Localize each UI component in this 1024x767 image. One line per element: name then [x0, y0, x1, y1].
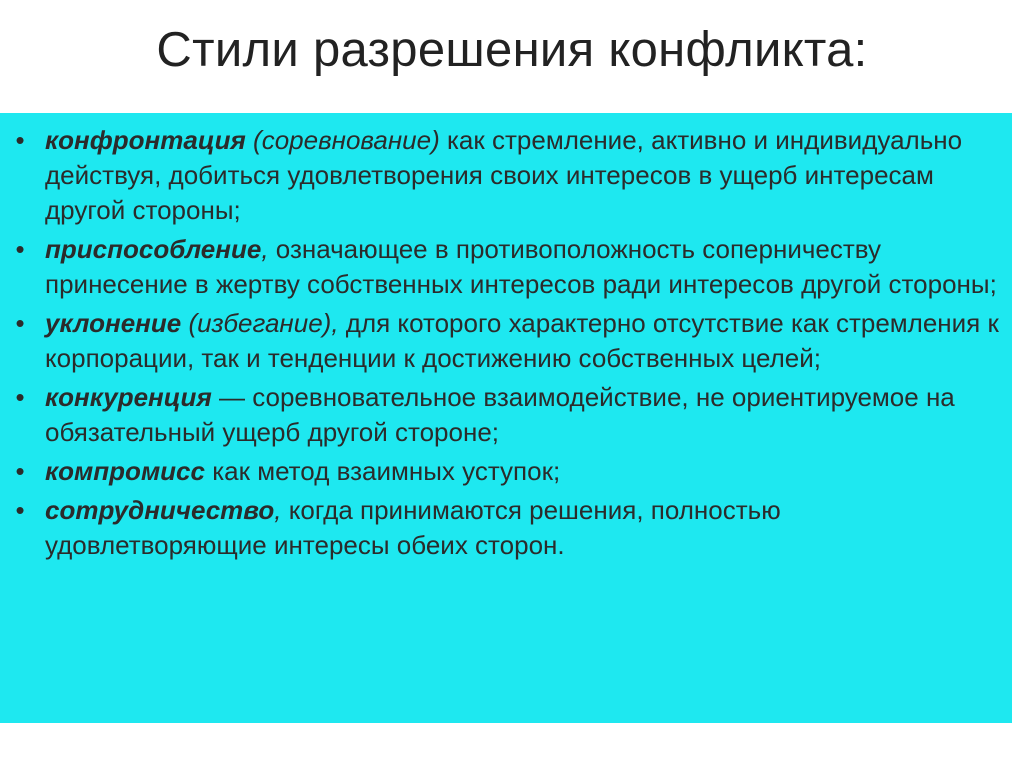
bullet-icon: •	[15, 234, 25, 264]
list-item	[0, 454, 1000, 489]
item-text: как метод взаимных уступок;	[204, 456, 561, 486]
slide-title: Стили разрешения конфликта:	[156, 23, 868, 77]
item-term: сотрудничество	[45, 495, 275, 525]
item-alt: ,	[261, 234, 269, 264]
list-item	[0, 306, 1000, 376]
bullet-icon: •	[15, 382, 25, 412]
list-item	[0, 123, 1000, 228]
item-term: конфронтация	[45, 125, 246, 155]
item-text: когда принимаются решения, полностью удовлетворяющие интересы обеих сторон.	[45, 495, 781, 560]
list-item	[0, 493, 1000, 563]
bullet-icon: •	[15, 125, 25, 155]
bullet-icon: •	[15, 456, 25, 486]
item-term: приспособление	[45, 234, 262, 264]
list-item	[0, 380, 1000, 450]
item-term: компромисс	[45, 456, 205, 486]
bullet-icon: •	[15, 495, 25, 525]
item-term: конкуренция	[45, 382, 212, 412]
styles-list	[0, 123, 1000, 567]
list-item	[0, 232, 1000, 302]
item-text: для которого характерно отсутствие как стремления к корпорации, так и тенденции к достижению собственных целей;	[45, 308, 999, 373]
item-term: уклонение	[45, 308, 182, 338]
content-panel	[0, 113, 1012, 723]
item-text: как стремление, активно и индивидуально действуя, добиться удовлетворения своих интересов в ущерб интересам другой стороны;	[45, 125, 963, 225]
bullet-icon: •	[15, 308, 25, 338]
item-alt: ,	[274, 495, 282, 525]
item-alt: (соревнование)	[245, 125, 440, 155]
item-alt: (избегание),	[181, 308, 339, 338]
item-text: означающее в противоположность соперничеству принесение в жертву собственных интересов ради интересов другой стороны;	[45, 234, 997, 299]
item-text: — соревновательное взаимодействие, не ориентируемое на обязательный ущерб другой стороне;	[45, 382, 955, 447]
